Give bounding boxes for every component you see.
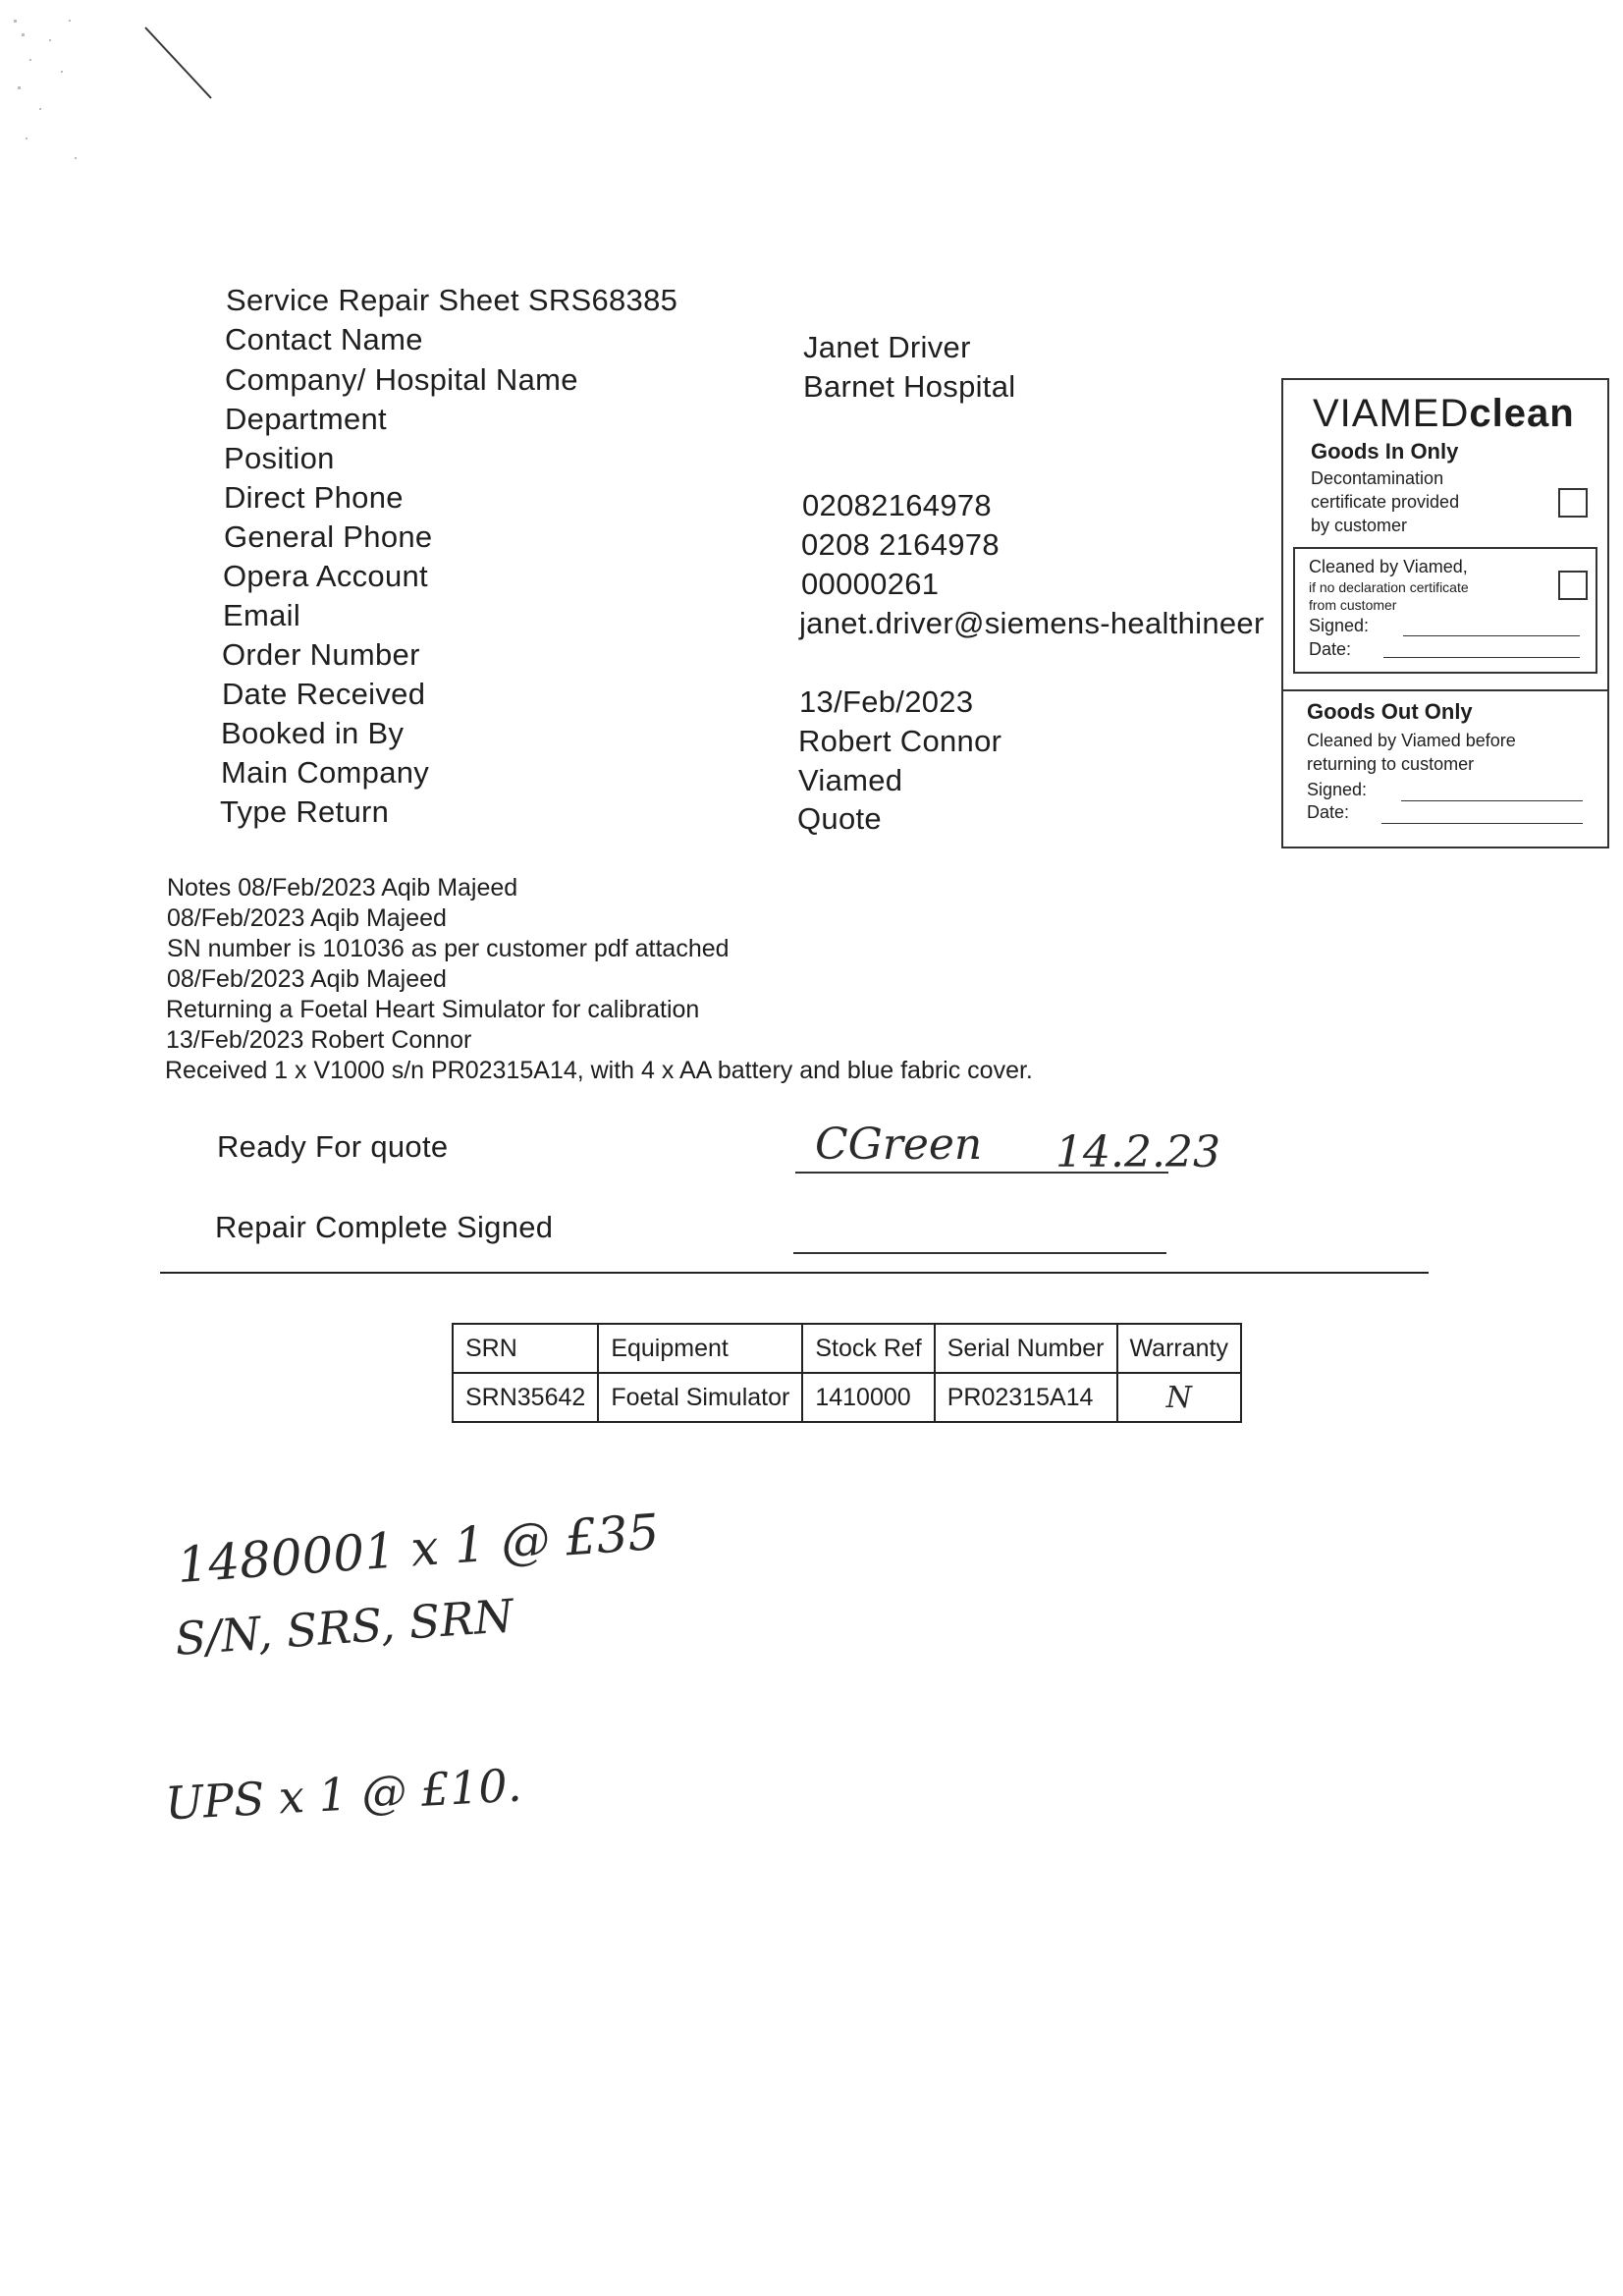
- label-general-phone: General Phone: [224, 519, 433, 554]
- header-serial-number: Serial Number: [935, 1324, 1117, 1373]
- note-line: SN number is 101036 as per customer pdf attached: [167, 935, 730, 962]
- stamp-brand-prefix: VIAMED: [1313, 392, 1470, 435]
- stamp-brand: [1313, 392, 1575, 436]
- cell-stock-ref: 1410000: [802, 1373, 934, 1422]
- header-warranty: Warranty: [1117, 1324, 1241, 1373]
- repair-complete-signature-line[interactable]: [793, 1252, 1166, 1254]
- page-title: Service Repair Sheet SRS68385: [226, 283, 678, 317]
- cell-serial-number: PR02315A14: [935, 1373, 1117, 1422]
- stamp-divider: [1283, 689, 1607, 691]
- label-opera-account: Opera Account: [223, 559, 428, 593]
- value-company: Barnet Hospital: [803, 369, 1016, 404]
- value-direct-phone: 02082164978: [802, 488, 992, 522]
- cleaned-sub-1: if no declaration certificate: [1309, 579, 1469, 595]
- label-booked-in-by: Booked in By: [221, 716, 405, 750]
- note-line: 08/Feb/2023 Aqib Majeed: [167, 965, 447, 993]
- goods-in-checkbox[interactable]: [1558, 488, 1588, 518]
- header-equipment: Equipment: [598, 1324, 802, 1373]
- note-line: 08/Feb/2023 Aqib Majeed: [167, 904, 447, 932]
- header-srn: SRN: [453, 1324, 598, 1373]
- cleaned-date-line[interactable]: [1383, 657, 1580, 658]
- cleaned-by-viamed-box: [1293, 547, 1597, 674]
- label-contact-name: Contact Name: [225, 322, 423, 356]
- note-line: 13/Feb/2023 Robert Connor: [166, 1026, 472, 1054]
- table-row: [453, 1373, 1241, 1422]
- ready-signature-date: 14.2.23: [1055, 1127, 1220, 1177]
- equipment-table: [452, 1323, 1242, 1423]
- goods-out-line-1: Cleaned by Viamed before: [1307, 731, 1516, 750]
- ready-signature: CGreen: [815, 1120, 983, 1170]
- value-booked-in-by: Robert Connor: [798, 724, 1002, 758]
- label-position: Position: [224, 441, 335, 475]
- goods-in-line-1: Decontamination: [1311, 468, 1444, 488]
- cleaned-signed-label: Signed:: [1309, 616, 1370, 635]
- repair-complete-label: Repair Complete Signed: [215, 1210, 554, 1244]
- value-contact-name: Janet Driver: [803, 330, 971, 364]
- section-divider: [160, 1272, 1429, 1274]
- header-stock-ref: Stock Ref: [802, 1324, 934, 1373]
- cell-equipment: Foetal Simulator: [598, 1373, 802, 1422]
- table-header-row: [453, 1324, 1241, 1373]
- cleaned-signed-line[interactable]: [1403, 635, 1580, 636]
- goods-out-signed-label: Signed:: [1307, 780, 1368, 799]
- value-main-company: Viamed: [798, 763, 903, 797]
- note-line: Returning a Foetal Heart Simulator for calibration: [166, 996, 700, 1023]
- value-date-received: 13/Feb/2023: [799, 684, 974, 719]
- label-type-return: Type Return: [220, 794, 390, 829]
- ready-for-quote-label: Ready For quote: [217, 1129, 449, 1164]
- label-department: Department: [225, 402, 387, 436]
- handwritten-line: S/N, SRS, SRN: [173, 1589, 515, 1666]
- cleaned-sub-2: from customer: [1309, 597, 1397, 613]
- cleaned-title: Cleaned by Viamed,: [1309, 557, 1468, 576]
- goods-in-line-2: certificate provided: [1311, 492, 1460, 512]
- goods-out-line-2: returning to customer: [1307, 754, 1475, 774]
- goods-out-title: Goods Out Only: [1307, 699, 1473, 724]
- label-order-number: Order Number: [222, 637, 420, 672]
- value-type-return: Quote: [797, 801, 882, 836]
- scan-mark: [0, 0, 255, 196]
- goods-in-title: Goods In Only: [1311, 439, 1459, 464]
- cell-srn: SRN35642: [453, 1373, 598, 1422]
- ready-signature-line[interactable]: [795, 1172, 1168, 1174]
- handwritten-line: UPS x 1 @ £10.: [163, 1758, 523, 1831]
- cell-warranty: N: [1117, 1373, 1241, 1422]
- goods-out-date-line[interactable]: [1381, 823, 1583, 824]
- label-date-received: Date Received: [222, 677, 426, 711]
- goods-in-line-3: by customer: [1311, 516, 1408, 535]
- cleaned-date-label: Date:: [1309, 639, 1352, 659]
- cleaned-checkbox[interactable]: [1558, 571, 1588, 600]
- value-general-phone: 0208 2164978: [801, 527, 1000, 562]
- value-opera-account: 00000261: [801, 567, 940, 601]
- handwritten-line: 1480001 x 1 @ £35: [175, 1503, 662, 1595]
- goods-out-signed-line[interactable]: [1401, 800, 1583, 801]
- value-email: janet.driver@siemens-healthineer: [799, 606, 1265, 640]
- stamp-brand-suffix: clean: [1469, 392, 1575, 435]
- label-email: Email: [223, 598, 301, 632]
- viamed-clean-stamp: [1281, 378, 1609, 848]
- note-line: Notes 08/Feb/2023 Aqib Majeed: [167, 874, 518, 902]
- note-line: Received 1 x V1000 s/n PR02315A14, with 4 x AA battery and blue fabric cover.: [165, 1057, 1033, 1084]
- label-main-company: Main Company: [221, 755, 430, 790]
- goods-out-date-label: Date:: [1307, 802, 1350, 822]
- label-company: Company/ Hospital Name: [225, 362, 578, 397]
- label-direct-phone: Direct Phone: [224, 480, 404, 515]
